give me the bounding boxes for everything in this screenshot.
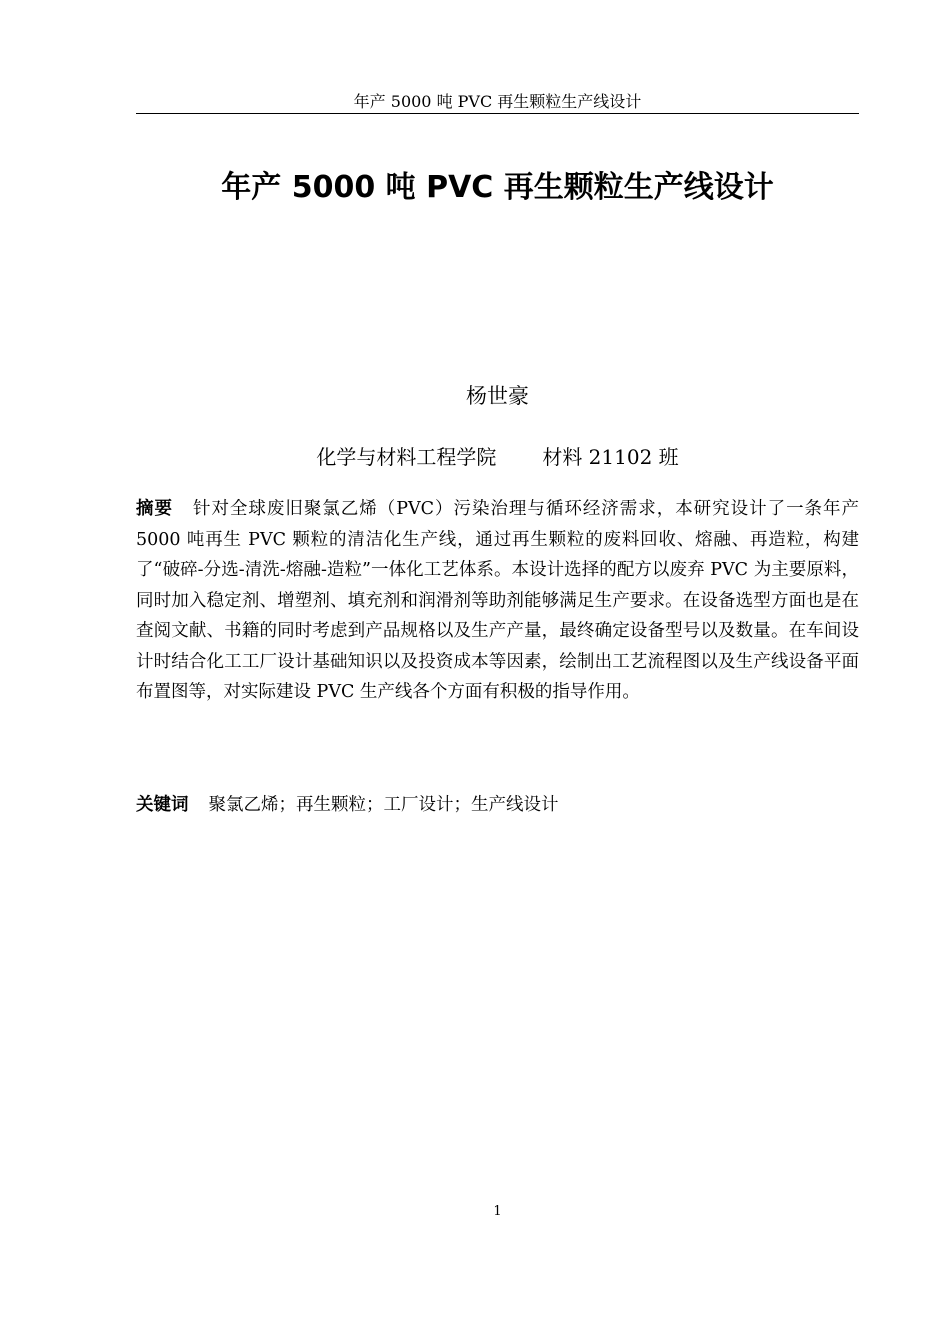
- abstract: [136, 494, 859, 708]
- header-rule: [136, 113, 859, 114]
- college-name: 化学与材料工程学院: [316, 445, 497, 469]
- keywords-label: 关键词: [136, 795, 189, 815]
- page-number: 1: [493, 1204, 502, 1219]
- running-header: 年产 5000 吨 PVC 再生颗粒生产线设计: [353, 92, 642, 111]
- abstract-label: 摘要: [136, 499, 173, 519]
- paper-title: 年产 5000 吨 PVC 再生颗粒生产线设计: [221, 170, 774, 205]
- class-name: 材料 21102 班: [542, 445, 679, 469]
- keywords-text: 聚氯乙烯；再生颗粒；工厂设计；生产线设计: [208, 795, 559, 815]
- keywords: [136, 790, 859, 821]
- author-name: 杨世豪: [466, 384, 529, 408]
- abstract-text: 针对全球废旧聚氯乙烯（PVC）污染治理与循环经济需求，本研究设计了一条年产 5000 吨再生 PVC 颗粒的清洁化生产线，通过再生颗粒的废料回收、熔融、再造粒，构建了“破碎-分选-清洗-熔融-造粒”一体化工艺体系。本设计选择的配方以废弃 PVC 为主要原料，同时加入稳定剂、增塑剂、填充剂和润滑剂等助剂能够满足生产要求。在设备选型方面也是在查阅文献、书籍的同时考虑到产品规格以及生产产量，最终确定设备型号以及数量。在车间设计时结合化工工厂设计基础知识以及投资成本等因素，绘制出工艺流程图以及生产线设备平面布置图等，对实际建设 PVC 生产线各个方面有积极的指导作用。: [136, 499, 860, 702]
- author-affiliation: [136, 443, 859, 471]
